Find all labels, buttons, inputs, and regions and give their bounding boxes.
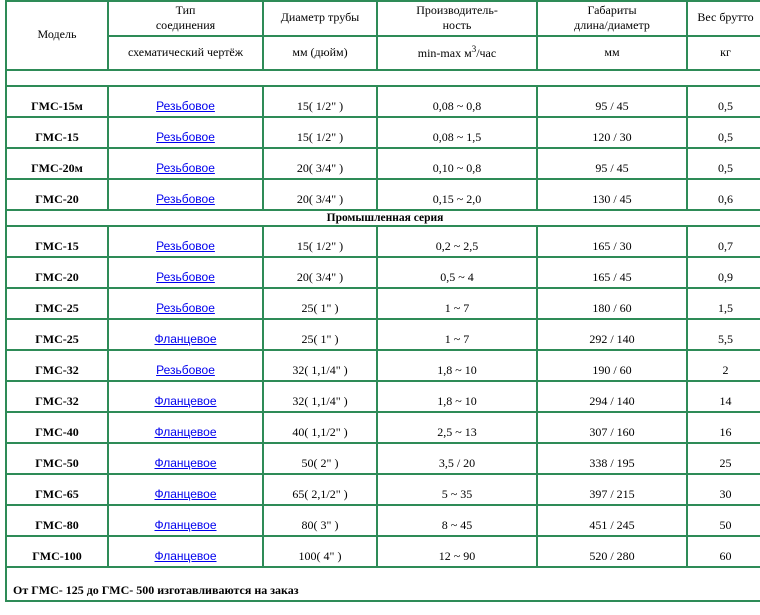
schematic-link[interactable]: Фланцевое bbox=[154, 518, 217, 532]
model-cell: ГМС-32 bbox=[6, 350, 108, 381]
schematic-link[interactable]: Резьбовое bbox=[156, 130, 215, 144]
header-capacity: Производитель- ность bbox=[377, 1, 537, 36]
table-row bbox=[6, 505, 760, 536]
type-cell bbox=[108, 257, 263, 288]
spec-table bbox=[5, 0, 760, 602]
header-conn-type-sub: схематический чертёж bbox=[108, 36, 263, 70]
dims-cell: 120 / 30 bbox=[537, 117, 687, 148]
diameter-cell: 32( 1,1/4" ) bbox=[263, 350, 377, 381]
capacity-cell: 0,5 ~ 4 bbox=[377, 257, 537, 288]
type-cell bbox=[108, 148, 263, 179]
model-cell: ГМС-15 bbox=[6, 117, 108, 148]
capacity-cell: 0,15 ~ 2,0 bbox=[377, 179, 537, 210]
diameter-cell: 100( 4" ) bbox=[263, 536, 377, 567]
table-row bbox=[6, 536, 760, 567]
weight-cell: 16 bbox=[687, 412, 760, 443]
table-row bbox=[6, 319, 760, 350]
capacity-cell: 5 ~ 35 bbox=[377, 474, 537, 505]
model-cell: ГМС-15 bbox=[6, 226, 108, 257]
diameter-cell: 50( 2" ) bbox=[263, 443, 377, 474]
schematic-link[interactable]: Резьбовое bbox=[156, 270, 215, 284]
capacity-cell: 2,5 ~ 13 bbox=[377, 412, 537, 443]
weight-cell: 0,6 bbox=[687, 179, 760, 210]
capacity-cell: 12 ~ 90 bbox=[377, 536, 537, 567]
type-cell bbox=[108, 319, 263, 350]
dims-cell: 520 / 280 bbox=[537, 536, 687, 567]
type-cell bbox=[108, 117, 263, 148]
diameter-cell: 65( 2,1/2" ) bbox=[263, 474, 377, 505]
dims-cell: 95 / 45 bbox=[537, 86, 687, 117]
dims-cell: 165 / 45 bbox=[537, 257, 687, 288]
schematic-link[interactable]: Резьбовое bbox=[156, 363, 215, 377]
diameter-cell: 15( 1/2" ) bbox=[263, 117, 377, 148]
dims-cell: 190 / 60 bbox=[537, 350, 687, 381]
diameter-cell: 20( 3/4" ) bbox=[263, 148, 377, 179]
header-dims: Габариты длина/диаметр bbox=[537, 1, 687, 36]
table-row bbox=[6, 257, 760, 288]
schematic-link[interactable]: Резьбовое bbox=[156, 239, 215, 253]
schematic-link[interactable]: Фланцевое bbox=[154, 487, 217, 501]
capacity-cell: 1 ~ 7 bbox=[377, 288, 537, 319]
table-row bbox=[6, 381, 760, 412]
header-weight-sub: кг bbox=[687, 36, 760, 70]
dims-cell: 451 / 245 bbox=[537, 505, 687, 536]
capacity-cell: 0,10 ~ 0,8 bbox=[377, 148, 537, 179]
header-diameter-sub: мм (дюйм) bbox=[263, 36, 377, 70]
table-row bbox=[6, 350, 760, 381]
dims-cell: 338 / 195 bbox=[537, 443, 687, 474]
model-cell: ГМС-100 bbox=[6, 536, 108, 567]
header-row-1 bbox=[6, 1, 760, 36]
schematic-link[interactable]: Резьбовое bbox=[156, 161, 215, 175]
diameter-cell: 15( 1/2" ) bbox=[263, 226, 377, 257]
schematic-link[interactable]: Фланцевое bbox=[154, 332, 217, 346]
table-row bbox=[6, 412, 760, 443]
diameter-cell: 25( 1" ) bbox=[263, 319, 377, 350]
weight-cell: 50 bbox=[687, 505, 760, 536]
table-row bbox=[6, 117, 760, 148]
model-cell: ГМС-20 bbox=[6, 257, 108, 288]
weight-cell: 60 bbox=[687, 536, 760, 567]
schematic-link[interactable]: Резьбовое bbox=[156, 99, 215, 113]
schematic-link[interactable]: Фланцевое bbox=[154, 456, 217, 470]
capacity-cell: 0,08 ~ 1,5 bbox=[377, 117, 537, 148]
diameter-cell: 15( 1/2" ) bbox=[263, 86, 377, 117]
dims-cell: 180 / 60 bbox=[537, 288, 687, 319]
type-cell bbox=[108, 474, 263, 505]
model-cell: ГМС-65 bbox=[6, 474, 108, 505]
model-cell: ГМС-80 bbox=[6, 505, 108, 536]
capacity-cell: 0,2 ~ 2,5 bbox=[377, 226, 537, 257]
table-row bbox=[6, 226, 760, 257]
weight-cell: 0,9 bbox=[687, 257, 760, 288]
header-weight: Вес брутто bbox=[687, 1, 760, 36]
section-row bbox=[6, 210, 760, 226]
weight-cell: 1,5 bbox=[687, 288, 760, 319]
diameter-cell: 40( 1,1/2" ) bbox=[263, 412, 377, 443]
model-cell: ГМС-25 bbox=[6, 319, 108, 350]
dims-cell: 95 / 45 bbox=[537, 148, 687, 179]
model-cell: ГМС-40 bbox=[6, 412, 108, 443]
dims-cell: 294 / 140 bbox=[537, 381, 687, 412]
weight-cell: 0,7 bbox=[687, 226, 760, 257]
type-cell bbox=[108, 536, 263, 567]
type-cell bbox=[108, 288, 263, 319]
schematic-link[interactable]: Фланцевое bbox=[154, 549, 217, 563]
schematic-link[interactable]: Резьбовое bbox=[156, 192, 215, 206]
model-cell: ГМС-20 bbox=[6, 179, 108, 210]
capacity-cell: 8 ~ 45 bbox=[377, 505, 537, 536]
header-dims-sub: мм bbox=[537, 36, 687, 70]
model-cell: ГМС-50 bbox=[6, 443, 108, 474]
schematic-link[interactable]: Фланцевое bbox=[154, 394, 217, 408]
weight-cell: 30 bbox=[687, 474, 760, 505]
schematic-link[interactable]: Фланцевое bbox=[154, 425, 217, 439]
dims-cell: 130 / 45 bbox=[537, 179, 687, 210]
diameter-cell: 32( 1,1/4" ) bbox=[263, 381, 377, 412]
dims-cell: 165 / 30 bbox=[537, 226, 687, 257]
weight-cell: 25 bbox=[687, 443, 760, 474]
diameter-cell: 80( 3" ) bbox=[263, 505, 377, 536]
note-row bbox=[6, 567, 760, 601]
header-conn-type: Тип соединения bbox=[108, 1, 263, 36]
weight-cell: 2 bbox=[687, 350, 760, 381]
model-cell: ГМС-20м bbox=[6, 148, 108, 179]
header-model: Модель bbox=[6, 1, 108, 70]
table-row bbox=[6, 179, 760, 210]
table-row bbox=[6, 443, 760, 474]
weight-cell: 0,5 bbox=[687, 86, 760, 117]
type-cell bbox=[108, 179, 263, 210]
diameter-cell: 25( 1" ) bbox=[263, 288, 377, 319]
capacity-cell: 1 ~ 7 bbox=[377, 319, 537, 350]
weight-cell: 5,5 bbox=[687, 319, 760, 350]
section-title: Промышленная серия bbox=[6, 210, 760, 226]
type-cell bbox=[108, 381, 263, 412]
model-cell: ГМС-15м bbox=[6, 86, 108, 117]
diameter-cell: 20( 3/4" ) bbox=[263, 179, 377, 210]
capacity-cell: 1,8 ~ 10 bbox=[377, 350, 537, 381]
dims-cell: 397 / 215 bbox=[537, 474, 687, 505]
schematic-link[interactable]: Резьбовое bbox=[156, 301, 215, 315]
model-cell: ГМС-25 bbox=[6, 288, 108, 319]
weight-cell: 0,5 bbox=[687, 117, 760, 148]
header-capacity-sub: min-max $м^3$/час bbox=[377, 36, 537, 70]
weight-cell: 0,5 bbox=[687, 148, 760, 179]
type-cell bbox=[108, 86, 263, 117]
spacer-row bbox=[6, 70, 760, 86]
dims-cell: 292 / 140 bbox=[537, 319, 687, 350]
header-row-2 bbox=[6, 36, 760, 70]
table-row bbox=[6, 288, 760, 319]
table-row bbox=[6, 86, 760, 117]
diameter-cell: 20( 3/4" ) bbox=[263, 257, 377, 288]
dims-cell: 307 / 160 bbox=[537, 412, 687, 443]
type-cell bbox=[108, 443, 263, 474]
type-cell bbox=[108, 412, 263, 443]
capacity-cell: 0,08 ~ 0,8 bbox=[377, 86, 537, 117]
capacity-cell: 1,8 ~ 10 bbox=[377, 381, 537, 412]
table-row bbox=[6, 148, 760, 179]
header-diameter: Диаметр трубы bbox=[263, 1, 377, 36]
footnote: От ГМС- 125 до ГМС- 500 изготавливаются на заказ bbox=[6, 567, 760, 601]
type-cell bbox=[108, 350, 263, 381]
model-cell: ГМС-32 bbox=[6, 381, 108, 412]
table-row bbox=[6, 474, 760, 505]
weight-cell: 14 bbox=[687, 381, 760, 412]
type-cell bbox=[108, 505, 263, 536]
type-cell bbox=[108, 226, 263, 257]
capacity-cell: 3,5 / 20 bbox=[377, 443, 537, 474]
